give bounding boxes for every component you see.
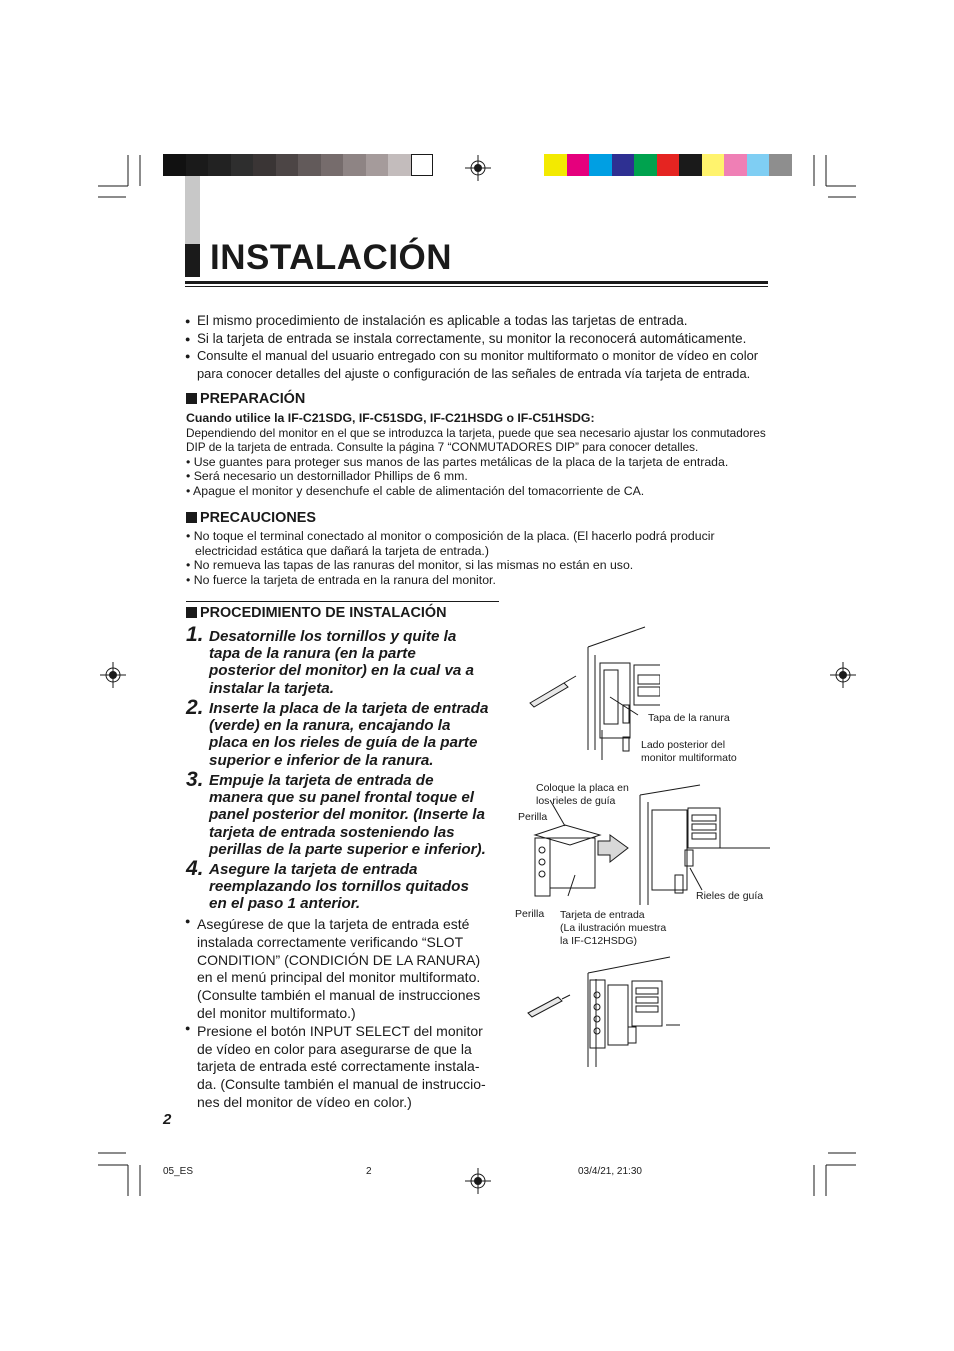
label-tarjeta-entrada: Tarjeta de entrada (La ilustración muestra la IF-C12HSDG): [560, 909, 667, 947]
preparacion-bullet: • Apague el monitor y desenchufe el cable de alimentación del tomacorriente de CA.: [186, 483, 645, 498]
registration-mark-icon: [100, 662, 126, 688]
preparacion-text: Dependiendo del monitor en el que se introduzca la tarjeta, puede que sea necesario ajustar los conmutadores: [186, 425, 766, 440]
intro-bullet: ● Si la tarjeta de entrada se instala correctamente, su monitor la reconocerá automáticamente.: [197, 330, 777, 348]
color-swatch: [544, 154, 567, 176]
color-swatch: [634, 154, 657, 176]
label-lado-posterior: Lado posterior del monitor multiformato: [641, 739, 737, 764]
precauciones-bullet: • No toque el terminal conectado al monitor o composición de la placa. (El hacerlo podrá producir: [186, 529, 715, 543]
step-text: Inserte la placa de la tarjeta de entrada: [209, 700, 489, 717]
step-number: 4.: [186, 857, 204, 880]
square-bullet-icon: [186, 607, 197, 618]
note-text: CONDITION” (CONDICIÓN DE LA RANURA): [197, 951, 481, 968]
color-swatch: [747, 154, 770, 176]
step-text: superior e inferior de la ranura.: [209, 751, 434, 769]
color-swatch: [702, 154, 725, 176]
step-number: 2.: [186, 696, 204, 719]
procedimiento-heading: PROCEDIMIENTO DE INSTALACIÓN: [186, 605, 506, 621]
gray-side-tab: [185, 176, 200, 244]
step-text: Empuje la tarjeta de entrada de: [209, 772, 434, 789]
step-text: tarjeta de entrada sosteniendo las: [209, 823, 455, 841]
note-text: en el menú principal del monitor multiformato.: [197, 969, 481, 986]
step-text: instalar la tarjeta.: [209, 679, 334, 697]
procedimiento-rule: [186, 601, 499, 602]
footer-page: 2: [366, 1166, 372, 1177]
figure-remove-slot-cover: [520, 625, 660, 770]
precauciones-heading: PRECAUCIONES: [186, 510, 776, 526]
note-text: de vídeo en color para asegurarse de que la: [197, 1040, 472, 1057]
note-text: Presione el botón INPUT SELECT del monitor: [197, 1022, 483, 1039]
bullet-dot-icon: ●: [185, 1022, 191, 1033]
precauciones-section: [186, 510, 776, 587]
color-swatch: [208, 154, 231, 176]
label-perilla-superior: Perilla: [518, 811, 548, 823]
preparacion-text: DIP de la tarjeta de entrada. Consulte la página 7 “CONMUTADORES DIP” para conocer detalles.: [186, 440, 699, 455]
color-swatch: [343, 154, 366, 176]
intro-bullet-list: [197, 312, 777, 382]
color-swatch: [589, 154, 612, 176]
color-swatch: [298, 154, 321, 176]
intro-bullet: ● Consulte el manual del usuario entregado con su monitor multiformato o monitor de vídeo en color: [197, 347, 777, 365]
note-text: instalada correctamente verificando “SLOT: [197, 933, 464, 950]
step-number: 3.: [186, 768, 204, 791]
grayscale-color-bar: [163, 154, 433, 176]
step-item: [186, 770, 506, 859]
color-swatch: [724, 154, 747, 176]
registration-mark-icon: [465, 155, 491, 181]
title-rule-thin: [185, 286, 768, 287]
note-text: del monitor multiformato.): [197, 1004, 356, 1021]
registration-mark-icon: [465, 1168, 491, 1194]
note-text: da. (Consulte también el manual de instruccio-: [197, 1076, 486, 1093]
registration-mark-icon: [830, 662, 856, 688]
footer-file-code: 05_ES: [163, 1166, 194, 1177]
note-text: (Consulte también el manual de instrucciones: [197, 987, 481, 1004]
color-swatch: [657, 154, 680, 176]
color-swatch: [366, 154, 389, 176]
note-text: nes del monitor de vídeo en color.): [197, 1093, 412, 1110]
step-text: tapa de la ranura (en la parte: [209, 645, 416, 663]
page-number: 2: [163, 1111, 172, 1128]
procedimiento-section: [186, 605, 506, 621]
step-item: [186, 859, 506, 919]
step-number: 1.: [186, 623, 204, 646]
color-swatch: [186, 154, 209, 176]
preparacion-section: [186, 391, 776, 499]
preparacion-subheading: Cuando utilice la IF-C21SDG, IF-C51SDG, IF-C21HSDG o IF-C51HSDG:: [186, 411, 595, 425]
color-swatch: [231, 154, 254, 176]
color-swatch: [411, 154, 434, 176]
step-text: (verde) en la ranura, encajando la: [209, 717, 451, 735]
note-text: tarjeta de entrada esté correctamente instala-: [197, 1058, 480, 1075]
step-text: Asegure la tarjeta de entrada: [209, 861, 418, 878]
page-title: INSTALACIÓN: [210, 238, 453, 277]
note-item: [185, 916, 502, 1023]
preparacion-bullet: • Será necesario un destornillador Phillips de 6 mm.: [186, 469, 468, 484]
precauciones-bullet-continuation: electricidad estática que dañará la tarjeta de entrada.): [195, 543, 489, 558]
intro-bullet: ● El mismo procedimiento de instalación es aplicable a todas las tarjetas de entrada.: [197, 312, 777, 330]
color-swatch: [612, 154, 635, 176]
color-swatch: [388, 154, 411, 176]
color-swatch: [163, 154, 186, 176]
step-text: panel posterior del monitor. (Inserte la: [209, 806, 485, 824]
note-text: Asegúrese de que la tarjeta de entrada esté: [197, 916, 470, 932]
bullet-dot-icon: ●: [185, 916, 191, 926]
title-rule: [185, 281, 768, 284]
notes-list: [185, 916, 502, 1112]
color-swatch: [567, 154, 590, 176]
note-item: [185, 1022, 502, 1112]
square-bullet-icon: [186, 393, 197, 404]
step-text: placa en los rieles de guía de la parte: [209, 734, 478, 752]
step-item: [186, 698, 506, 770]
label-coloque-placa: Coloque la placa en los rieles de guía: [536, 782, 629, 807]
color-swatch: [769, 154, 792, 176]
label-perilla-inferior: Perilla: [515, 908, 545, 920]
steps-list: [186, 625, 506, 919]
step-text: Desatornille los tornillos y quite la: [209, 628, 457, 645]
color-swatch: [321, 154, 344, 176]
preparacion-heading: PREPARACIÓN: [186, 391, 776, 407]
step-text: manera que su panel frontal toque el: [209, 789, 474, 807]
color-swatch: [253, 154, 276, 176]
color-swatch: [679, 154, 702, 176]
precauciones-bullet: • No fuerce la tarjeta de entrada en la ranura del monitor.: [186, 572, 496, 587]
label-tapa-ranura: Tapa de la ranura: [648, 712, 730, 724]
step-text: reemplazando los tornillos quitados: [209, 878, 469, 896]
precauciones-bullet: • No remueva las tapas de las ranuras del monitor, si las mismas no están en uso.: [186, 558, 634, 573]
intro-bullet-continuation: para conocer detalles del ajuste o configuración de las señales de entrada vía tarjeta de entrada.: [197, 365, 751, 381]
preparacion-bullet: • Use guantes para proteger sus manos de las partes metálicas de la placa de la tarjeta de entrada.: [186, 454, 729, 469]
label-rieles-guia: Rieles de guía: [696, 890, 764, 902]
color-swatch: [276, 154, 299, 176]
square-bullet-icon: [186, 512, 197, 523]
step-text: perillas de la parte superior e inferior).: [209, 840, 486, 858]
step-text: posterior del monitor) en la cual va a: [209, 662, 475, 680]
process-color-bar: [544, 154, 792, 176]
step-text: en el paso 1 anterior.: [209, 895, 361, 913]
figure-secure-card: [520, 955, 680, 1070]
footer-timestamp: 03/4/21, 21:30: [578, 1166, 642, 1177]
title-marker-block: [185, 244, 200, 277]
step-item: [186, 625, 506, 698]
